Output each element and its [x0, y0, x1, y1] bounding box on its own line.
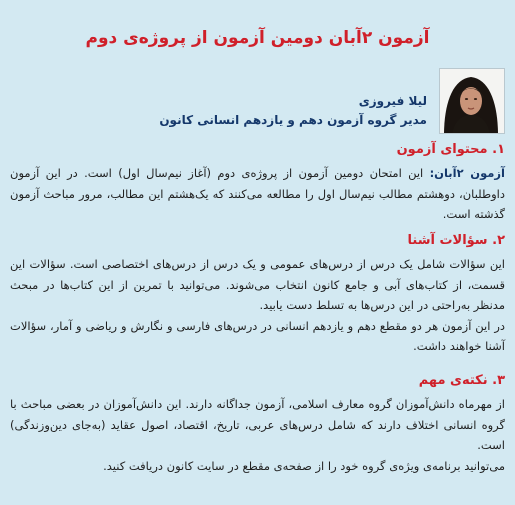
author-name: لیلا فیروزی — [358, 94, 427, 108]
page-title: آزمون ۲آبان دومین آزمون از پروژه‌ی دوم — [85, 28, 430, 48]
section-paragraph: در این آزمون هر دو مقطع دهم و یازدهم انسانی در درس‌های فارسی و نگارش و ریاضی و آمار، سؤالات آشنا خواهند داشت. — [10, 318, 505, 354]
paragraph-lead: آزمون ۲آبان: — [429, 166, 505, 180]
section-paragraph — [10, 163, 505, 225]
section-heading: ۱. محتوای آزمون — [396, 142, 505, 157]
section-familiar-questions — [10, 231, 505, 357]
section-important-note — [10, 371, 505, 476]
author-portrait-icon — [439, 69, 504, 134]
section-paragraph: از مهرماه دانش‌آموزان گروه معارف اسلامی، آزمون جداگانه دارند. این دانش‌آموزان در بعضی مباحث با گروه انسانی اختلاف دارند که شامل درس‌های عربی، تاریخ، اقتصاد، اصول عقاید (به‌جای دین‌وزندگی) است. — [10, 397, 505, 453]
section-paragraph: این سؤالات شامل یک درس از درس‌های عمومی و یک درس از درس‌های اختصاصی است. سؤالات این قسمت، از کتاب‌های آبی و جامع کانون انتخاب می‌شوند. می‌توانید با تمرین از این کتاب‌ها در مبحث مدنظر به‌راحتی در این درس‌ها به تسلط دست یابید. — [10, 257, 505, 313]
section-heading: ۳. نکته‌ی مهم — [418, 373, 505, 388]
author-photo — [439, 68, 505, 134]
section-heading: ۲. سؤالات آشنا — [407, 233, 505, 248]
author-role: مدیر گروه آزمون دهم و یازدهم انسانی کانون — [159, 113, 427, 127]
section-exam-content — [10, 140, 505, 225]
section-paragraph: می‌توانید برنامه‌ی ویژه‌ی گروه خود را از صفحه‌ی مقطع در سایت کانون دریافت کنید. — [103, 458, 505, 473]
paragraph-text: این امتحان دومین آزمون از پروژه‌ی دوم (آغاز نیم‌سال اول) است. در این آزمون داوطلبان، دوهشتم مطالب نیم‌سال اول را مطالعه می‌کنند که یک‌هشتم این مطالب، مرور مباحث آزمون گذشته است. — [10, 166, 505, 222]
